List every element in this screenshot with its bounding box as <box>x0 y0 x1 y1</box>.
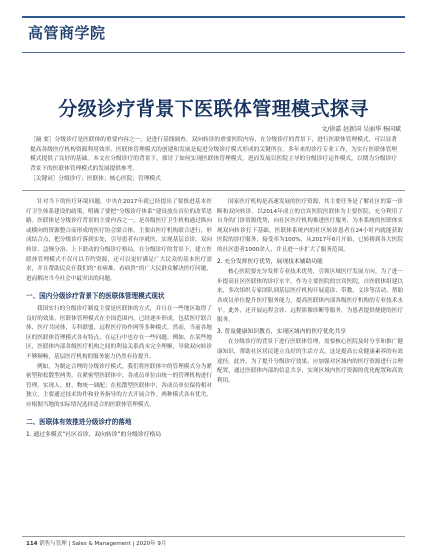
intro-paragraph: 针对当下的医疗环境问题，中央在2017年就已经提出了要推进基本医疗卫生体系建设的政策，明确了要把“分级诊疗体系”建设放在首位的改革思路。医联体是分级诊疗背景的主要内容之一，是各级医疗卫生机构通过纵向或横向的资源整合而形成的医疗协会联合体。主要由医疗机构联合进行，形成结合点，把分级诊疗落到实处，引导患者有序就医，实现基层首诊、双向转诊、急慢分治、上下联动的分级诊疗格局。在分级诊疗的背景下，建立医联体管理模式不仅可以节约资源，还可以更好满足广大民众的基本医疗需求，并且帮助民众在我们的“看病难、看病贵”的广大民群众解决医疗问题，进而解决当今社会中最突出的问题。 <box>26 199 212 282</box>
page-number: 114 <box>26 541 38 547</box>
subheading-2-1: 1. 通过多模式“社区首诊、双向转诊”的分级诊疗格局 <box>26 432 162 439</box>
abstract-text: ［摘 要］分级诊疗是医联体的重要内容之一，是进行基线调查，双向转诊的重要医院内容，在分级诊疗的背景下，进行医联体管理模式，可以显著提高各级医疗机构资源利用效率。医联体管理模式的创建和发展是促进分级诊疗模式形成的关键所在。多年来的诊疗专业工作，为实行医联体管理模式提供了良好的基础。本文在分级诊疗的背景下，探讨了如何实现医联体管理模式，进而发展以医院主导的分级诊疗运作模式，以期为分级诊疗背景下的医联体管理模式的发展提供参考。 <box>30 137 397 172</box>
subheading-2-3: 3. 普及健康知识教育，实现区域内的医疗优化共享 <box>217 328 347 335</box>
abstract-block <box>30 136 397 185</box>
subheading-2-2: 2. 充分发挥医疗优势，展现技术辅助功能 <box>217 258 323 265</box>
right-paragraph-2: 核心医院要充分发挥专业技术优势，引领区域医疗发展方向。为了进一步提高社区医联体的诊疗水平，作为主要医院的宜宾医院，自医联体组建以来，多次组织专家团队到基层医疗机构开展巡诊、带教、义诊等活动，帮助各成员单位提升医疗服务能力，提高医联体内部各级医疗机构的专业技术水平。此外，还开展远程会诊、远程影像诊断等服务，为患者提供便捷的医疗服务。 <box>217 269 403 324</box>
article-authors: 文/徐嘉 赵新国 吴丽华 杨国斌 <box>321 126 401 133</box>
header-rule <box>22 52 405 53</box>
top-rule <box>22 16 405 18</box>
section-1-paragraph-2: 例如，为制定合理的分级诊疗模式，我们将医联体中的管理模式分为紧密型和松散型两类。在紧密型医联体中，各成员单位由统一的管理机构进行管理，实现人、财、物统一调配；在松散型医联体中，各成员单位保持相对独立，主要通过技术协作和业务指导的方式开展合作。两种模式各有优劣，应根据当地的实际情况选择适合的医联体管理模式。 <box>26 363 212 408</box>
footer-journal: 销售与管理 | Sales & Management | 2020年 9月 <box>39 541 167 547</box>
page-footer <box>26 539 166 547</box>
footer-rule <box>22 536 405 537</box>
section-1-paragraph-1: 我国实行的分级诊疗制度主要是医联体的方式，并且在一些地区取得了良好的效果。医联体管理模式在全国范围内，已经逐步形成，包括医疗联合体、医疗共同体、专科联盟、远程医疗协作网等多种模式。然而，当前各地区的医联体管理模式各有特点，在运行中也存在一些问题。例如，在某些地区，医联体内部各级医疗机构之间的利益关系尚未完全理顺，导致双向转诊不够顺畅，基层医疗机构的服务能力仍然有待提升。 <box>26 305 212 360</box>
section-heading-2: 二、医联体有效推进分级诊疗的落地 <box>26 418 132 427</box>
abstract-rule <box>22 190 405 191</box>
section-header: 高管商学院 <box>28 24 106 42</box>
right-paragraph-3: 在分级诊疗的背景下进行医联体管理，需要核心医院及时分享和推广健康知识，帮助社区居民建立良好的生活方式，这是提高公众健康素养的有效途径。此外，为了提升分级诊疗效果，应加强对区域内的医疗资源进行合理配置，通过医联体内部的信息共享，实现区域内医疗资源的优化配置和高效利用。 <box>217 339 403 384</box>
keywords: ［关键词］分级诊疗；医联体；核心医院；管理模式 <box>30 176 161 182</box>
right-column <box>217 198 403 386</box>
left-column <box>26 198 212 442</box>
article-title: 分级诊疗背景下医联体管理模式探寻 <box>58 98 369 120</box>
section-heading-1: 一、国内分级诊疗背景下的医联体管理模式现状 <box>26 292 165 301</box>
right-paragraph-1: 国家医疗机构是高速发展的医疗资源，其主要任务是了解社区的第一诊断和双向转诊。以2014年成立的宜宾医院医联体为主要医院，充分利用了自身的门诊资源优势，向社区医疗机构推进医疗服务，为本系统的医联体实现双向转诊打下基础。医联体系统内的社区转诊患者在24小时内就能获取医院的诊疗服务，接受率为100%，从2017年6月开始，已转移到各大医院的社区患者1000余人，并且进一步扩大了服务范围。 <box>217 199 403 253</box>
